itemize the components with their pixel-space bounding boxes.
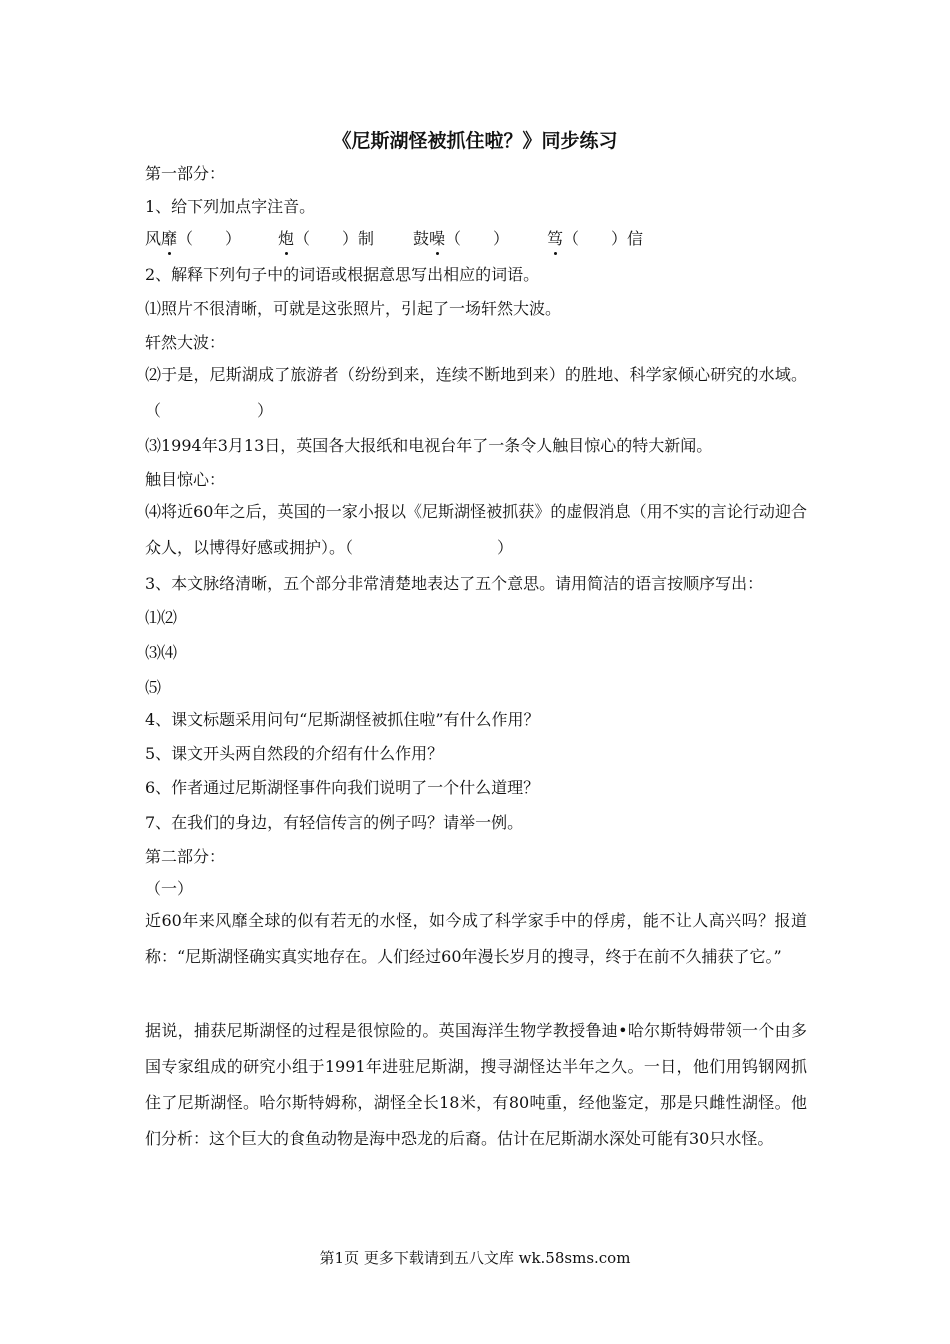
q2-sentence-3: ⑶1994年3月13日，英国各大报纸和电视台年了一条令人触目惊心的特大新闻。	[145, 436, 713, 455]
q2-sentence-1: ⑴照片不很清晰，可就是这张照片，引起了一场轩然大波。	[145, 299, 562, 318]
part2-heading: 第二部分：	[145, 847, 226, 866]
q1-text: 1、给下列加点字注音。	[145, 197, 316, 216]
q2-sentence-2: ⑵于是，尼斯湖成了旅游者（纷纷到来，连续不断地到来）的胜地、科学家倾心研究的水域。（ ）	[145, 365, 807, 420]
q3-answer-row: ⑸	[145, 678, 162, 697]
pinyin-item: 风靡（ ）	[145, 229, 242, 248]
dotted-char: 炮	[278, 229, 295, 248]
q1-pinyin-row	[145, 228, 643, 250]
page-footer: 第1页 更多下载请到五八文库 wk.58sms.com	[319, 1249, 631, 1267]
q2-label-1: 轩然大波：	[145, 333, 226, 352]
q3-answer-row: ⑴⑵	[145, 608, 178, 627]
pinyin-item: 鼓噪（ ）	[413, 229, 510, 248]
pinyin-item: 炮（ ）制	[278, 229, 375, 248]
q2-sentence-4: ⑷将近60年之后，英国的一家小报以《尼斯湖怪被抓获》的虚假消息（用不实的言论行动迎合众人，以博得好感或拥护）。（ ）	[145, 502, 807, 557]
page-title: 《尼斯湖怪被抓住啦？》同步练习	[332, 130, 618, 152]
q4-text: 4、课文标题采用问句“尼斯湖怪被抓住啦”有什么作用？	[145, 710, 540, 729]
q2-label-3: 触目惊心：	[145, 470, 226, 489]
q3-text: 3、本文脉络清晰，五个部分非常清楚地表达了五个意思。请用简洁的语言按顺序写出：	[145, 574, 764, 593]
section-heading: （一）	[145, 879, 194, 898]
dotted-char: 笃	[547, 229, 564, 248]
q2-text: 2、解释下列句子中的词语或根据意思写出相应的词语。	[145, 265, 540, 284]
part1-heading: 第一部分：	[145, 164, 226, 183]
q7-text: 7、在我们的身边，有轻信传言的例子吗？请举一例。	[145, 813, 524, 832]
dotted-char: 靡	[161, 229, 178, 248]
q3-answer-row: ⑶⑷	[145, 643, 178, 662]
passage-paragraph: 近60年来风靡全球的似有若无的水怪，如今成了科学家手中的俘虏，能不让人高兴吗？报道称：“尼斯湖怪确实真实地存在。人们经过60年漫长岁月的搜寻，终于在前不久捕获了它。”	[145, 911, 807, 966]
q6-text: 6、作者通过尼斯湖怪事件向我们说明了一个什么道理？	[145, 778, 540, 797]
pinyin-item: 笃（ ）信	[547, 229, 644, 248]
q5-text: 5、课文开头两自然段的介绍有什么作用？	[145, 744, 444, 763]
passage-paragraph: 据说，捕获尼斯湖怪的过程是很惊险的。英国海洋生物学教授鲁迪•哈尔斯特姆带领一个由多国专家组成的研究小组于1991年进驻尼斯湖，搜寻湖怪达半年之久。一日，他们用钨钢网抓住了尼斯湖怪。哈尔斯特姆称，湖怪全长18米，有80吨重，经他鉴定，那是只雌性湖怪。他们分析：这个巨大的食鱼动物是海中恐龙的后裔。估计在尼斯湖水深处可能有30只水怪。	[145, 1021, 807, 1148]
dotted-char: 噪	[429, 229, 446, 248]
